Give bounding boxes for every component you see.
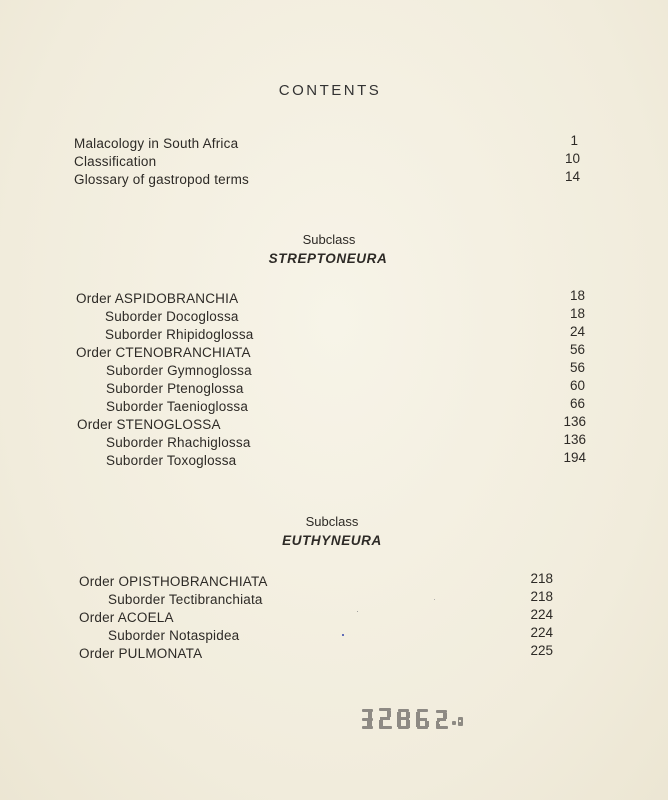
entry-page: 18 [569, 288, 585, 303]
entry-label: Suborder Rhipidoglossa [105, 327, 254, 342]
entry-page: 136 [563, 414, 586, 429]
library-stamp-icon [360, 703, 466, 733]
subclass-heading: Subclass [302, 232, 356, 247]
entry-label: Suborder Toxoglossa [106, 453, 237, 468]
entry-page: 1 [570, 133, 578, 148]
entry-page: 218 [530, 589, 553, 604]
entry-label: Suborder Docoglossa [105, 309, 239, 324]
entry-label: Suborder Gymnoglossa [106, 363, 252, 378]
entry-page: 10 [564, 151, 580, 166]
entry-label: Suborder Tectibranchiata [108, 592, 263, 607]
entry-page: 18 [569, 306, 585, 321]
subclass-name-streptoneura: STREPTONEURA [268, 251, 388, 266]
entry-page: 66 [569, 396, 585, 411]
subclass-name-euthyneura: EUTHYNEURA [282, 533, 382, 548]
entry-label: Order PULMONATA [79, 646, 203, 661]
entry-label: Suborder Ptenoglossa [106, 381, 244, 396]
entry-label: Order CTENOBRANCHIATA [76, 345, 251, 360]
entry-page: 56 [569, 360, 585, 375]
entry-label: Order ACOELA [79, 610, 174, 625]
entry-page: 24 [569, 324, 585, 339]
subclass-heading: Subclass [305, 514, 359, 529]
entry-page: 136 [563, 432, 586, 447]
ink-speck [342, 634, 344, 636]
page-title: CONTENTS [278, 82, 382, 99]
entry-label: Glossary of gastropod terms [74, 172, 249, 187]
entry-page: 225 [530, 643, 553, 658]
entry-page: 194 [563, 450, 586, 465]
entry-page: 218 [530, 571, 553, 586]
entry-label: Order STENOGLOSSA [77, 417, 221, 432]
entry-page: 14 [564, 169, 580, 184]
entry-label: Order ASPIDOBRANCHIA [76, 291, 239, 306]
entry-label: Order OPISTHOBRANCHIATA [79, 574, 268, 589]
entry-label: Malacology in South Africa [74, 136, 239, 151]
entry-label: Suborder Rhachiglossa [106, 435, 251, 450]
entry-page: 60 [569, 378, 585, 393]
entry-page: 224 [530, 625, 553, 640]
ink-speck [434, 599, 435, 600]
entry-label: Classification [74, 154, 157, 169]
ink-speck [357, 611, 358, 612]
entry-label: Suborder Notaspidea [108, 628, 240, 643]
entry-page: 224 [530, 607, 553, 622]
entry-page: 56 [569, 342, 585, 357]
entry-label: Suborder Taenioglossa [106, 399, 249, 414]
